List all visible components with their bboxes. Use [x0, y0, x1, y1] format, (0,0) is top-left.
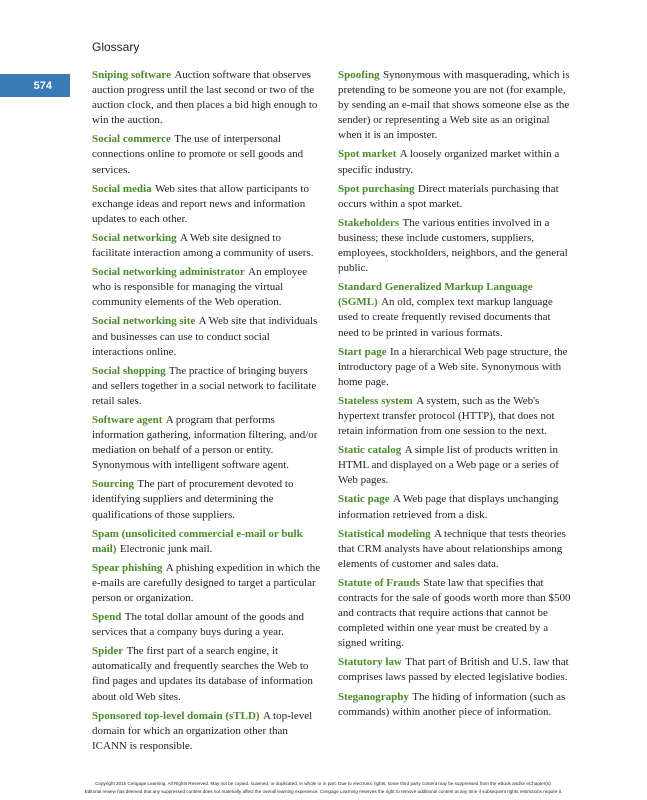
glossary-definition: The use of interpersonal connections online to promote or sell goods and services.	[92, 133, 304, 176]
glossary-entry	[92, 610, 322, 640]
glossary-term: Static catalog	[338, 444, 402, 457]
glossary-definition: A technique that tests theories that CRM analysts have about relationships among elements of customer and sales data.	[338, 527, 566, 570]
glossary-definition: A simple list of products written in HTML and displayed on a Web page or a series of Web pages.	[338, 444, 559, 487]
glossary-definition: In a hierarchical Web page structure, the introductory page of a Web site. Synonymous with home page.	[338, 345, 568, 388]
glossary-term: Spam (unsolicited commercial e-mail or bulk mail)	[92, 527, 303, 555]
glossary-term: Social commerce	[92, 133, 171, 146]
glossary-definition: Direct materials purchasing that occurs within a spot market.	[338, 182, 559, 210]
glossary-term: Sniping software	[92, 69, 171, 81]
glossary-entry	[338, 394, 574, 439]
glossary-term: Statistical modeling	[338, 527, 431, 540]
glossary-term: Social networking administrator	[92, 266, 245, 279]
glossary-term: Social networking	[92, 231, 177, 244]
glossary-entry	[92, 132, 322, 177]
glossary-definition: The practice of bringing buyers and sellers together in a social network to facilitate retail sales.	[92, 364, 317, 407]
glossary-entry	[92, 477, 322, 522]
glossary-term: Statutory law	[338, 656, 402, 669]
glossary-definition: That part of British and U.S. law that comprises laws passed by elected legislative bodies.	[338, 656, 569, 684]
glossary-term: Stakeholders	[338, 216, 400, 229]
glossary-entry	[338, 280, 574, 340]
glossary-term: Sourcing	[92, 478, 134, 491]
glossary-entry	[338, 527, 574, 572]
glossary-definition: A loosely organized market within a specific industry.	[338, 148, 560, 176]
glossary-entry	[338, 345, 574, 390]
glossary-entry	[338, 655, 574, 685]
glossary-entry	[338, 443, 574, 488]
glossary-definition: A system, such as the Web's hypertext transfer protocol (HTTP), that does not retain information from one session to the next.	[338, 394, 555, 438]
glossary-entry	[92, 182, 322, 227]
glossary-definition: Web sites that allow participants to exchange ideas and report news and information updates to each other.	[92, 182, 309, 225]
glossary-entry	[92, 644, 322, 704]
glossary-definition: The first part of a search engine, it automatically and frequently searches the Web to find pages and updates its database of information about old Web sites.	[92, 645, 313, 703]
glossary-entry	[92, 314, 322, 359]
glossary-definition: Auction software that observes auction progress until the last second or two of the auction clock, and then places a bid high enough to win the auction.	[92, 69, 318, 127]
glossary-entry	[338, 216, 574, 276]
glossary-entry	[92, 413, 322, 473]
glossary-term: Sponsored top-level domain (sTLD)	[92, 709, 260, 722]
glossary-term: Steganography	[338, 690, 409, 703]
glossary-right-column	[338, 68, 574, 724]
glossary-definition: A top-level domain for which an organization other than ICANN is responsible.	[92, 709, 313, 752]
page-number: 574	[33, 79, 52, 92]
glossary-definition: The hiding of information (such as commands) within another piece of information.	[338, 690, 566, 718]
glossary-entry	[338, 690, 574, 720]
glossary-term: Statute of Frauds	[338, 576, 420, 589]
glossary-definition: The part of procurement devoted to identifying suppliers and determining the qualifications of those suppliers.	[92, 478, 294, 521]
glossary-term: Spoofing	[338, 69, 380, 81]
glossary-entry	[338, 147, 574, 177]
glossary-left-column	[92, 68, 322, 758]
glossary-definition: State law that specifies that contracts for the sale of goods worth more than $500 and contracts that require actions that cannot be completed within one year must be created by a signed writing.	[338, 576, 571, 650]
glossary-term: Spot purchasing	[338, 182, 415, 195]
glossary-definition: A phishing expedition in which the e-mails are carefully designed to target a particular person or organization.	[92, 561, 321, 604]
glossary-entry	[338, 68, 574, 143]
glossary-term: Static page	[338, 493, 390, 506]
glossary-definition: Synonymous with masquerading, which is pretending to be someone you are not (for example, by sending an e-mail that shows someone else as the sender) or representing a Web site as an original when it is an imposter.	[338, 69, 570, 142]
copyright-notice: Copyright 2015 Cengage Learning. All Rights Reserved. May not be copied, scanned, or duplicated, in whole or in part. Due to electronic rights, some third party content may be suppressed from the eBook and/or eChapter(s).	[95, 781, 552, 786]
glossary-term: Software agent	[92, 413, 163, 426]
glossary-definition: An old, complex text markup language used to create frequently revised documents that need to be printed in various formats.	[338, 296, 553, 339]
glossary-term: Social shopping	[92, 364, 166, 377]
glossary-entry	[338, 576, 574, 651]
running-head: Glossary	[92, 40, 140, 54]
glossary-definition: A Web site that individuals and businesses can use to conduct social interactions online.	[92, 315, 318, 358]
glossary-term: Spot market	[338, 148, 397, 161]
glossary-definition: The total dollar amount of the goods and services that a company buys during a year.	[92, 611, 305, 639]
glossary-entry	[92, 709, 322, 754]
glossary-definition: A Web site designed to facilitate interaction among a community of users.	[92, 231, 314, 260]
glossary-entry	[338, 492, 574, 522]
glossary-definition: Electronic junk mail.	[119, 542, 213, 555]
glossary-term: Spend	[92, 611, 122, 624]
glossary-definition: A program that performs information gathering, information filtering, and/or mediation on behalf of a person or entity. Synonymous with intelligent software agent.	[92, 413, 318, 472]
glossary-entry	[92, 364, 322, 409]
glossary-term: Start page	[338, 345, 387, 358]
glossary-definition: A Web page that displays unchanging information retrieved from a disk.	[338, 493, 559, 521]
glossary-entry	[338, 182, 574, 212]
glossary-entry	[92, 231, 322, 261]
glossary-definition: An employee who is responsible for managing the virtual community elements of the Web operation.	[92, 266, 308, 309]
page-number-tab	[0, 74, 70, 97]
glossary-entry	[92, 527, 322, 557]
glossary-term: Social networking site	[92, 315, 196, 328]
glossary-definition: The various entities involved in a business; these include customers, suppliers, employees, stockholders, neighbors, and the general public.	[338, 216, 568, 275]
editorial-notice: Editorial review has deemed that any suppressed content does not materially affect the overall learning experience. Cengage Learning reserves the right to remove additional content at any time if subsequent rights restrictions require it.	[84, 789, 563, 794]
glossary-term: Social media	[92, 182, 152, 195]
glossary-entry	[92, 68, 322, 128]
glossary-entry	[92, 561, 322, 606]
glossary-term: Stateless system	[338, 394, 413, 407]
glossary-term: Spider	[92, 645, 124, 658]
glossary-term: Spear phishing	[92, 561, 163, 574]
glossary-term: Standard Generalized Markup Language (SGML)	[338, 281, 533, 309]
glossary-entry	[92, 265, 322, 310]
